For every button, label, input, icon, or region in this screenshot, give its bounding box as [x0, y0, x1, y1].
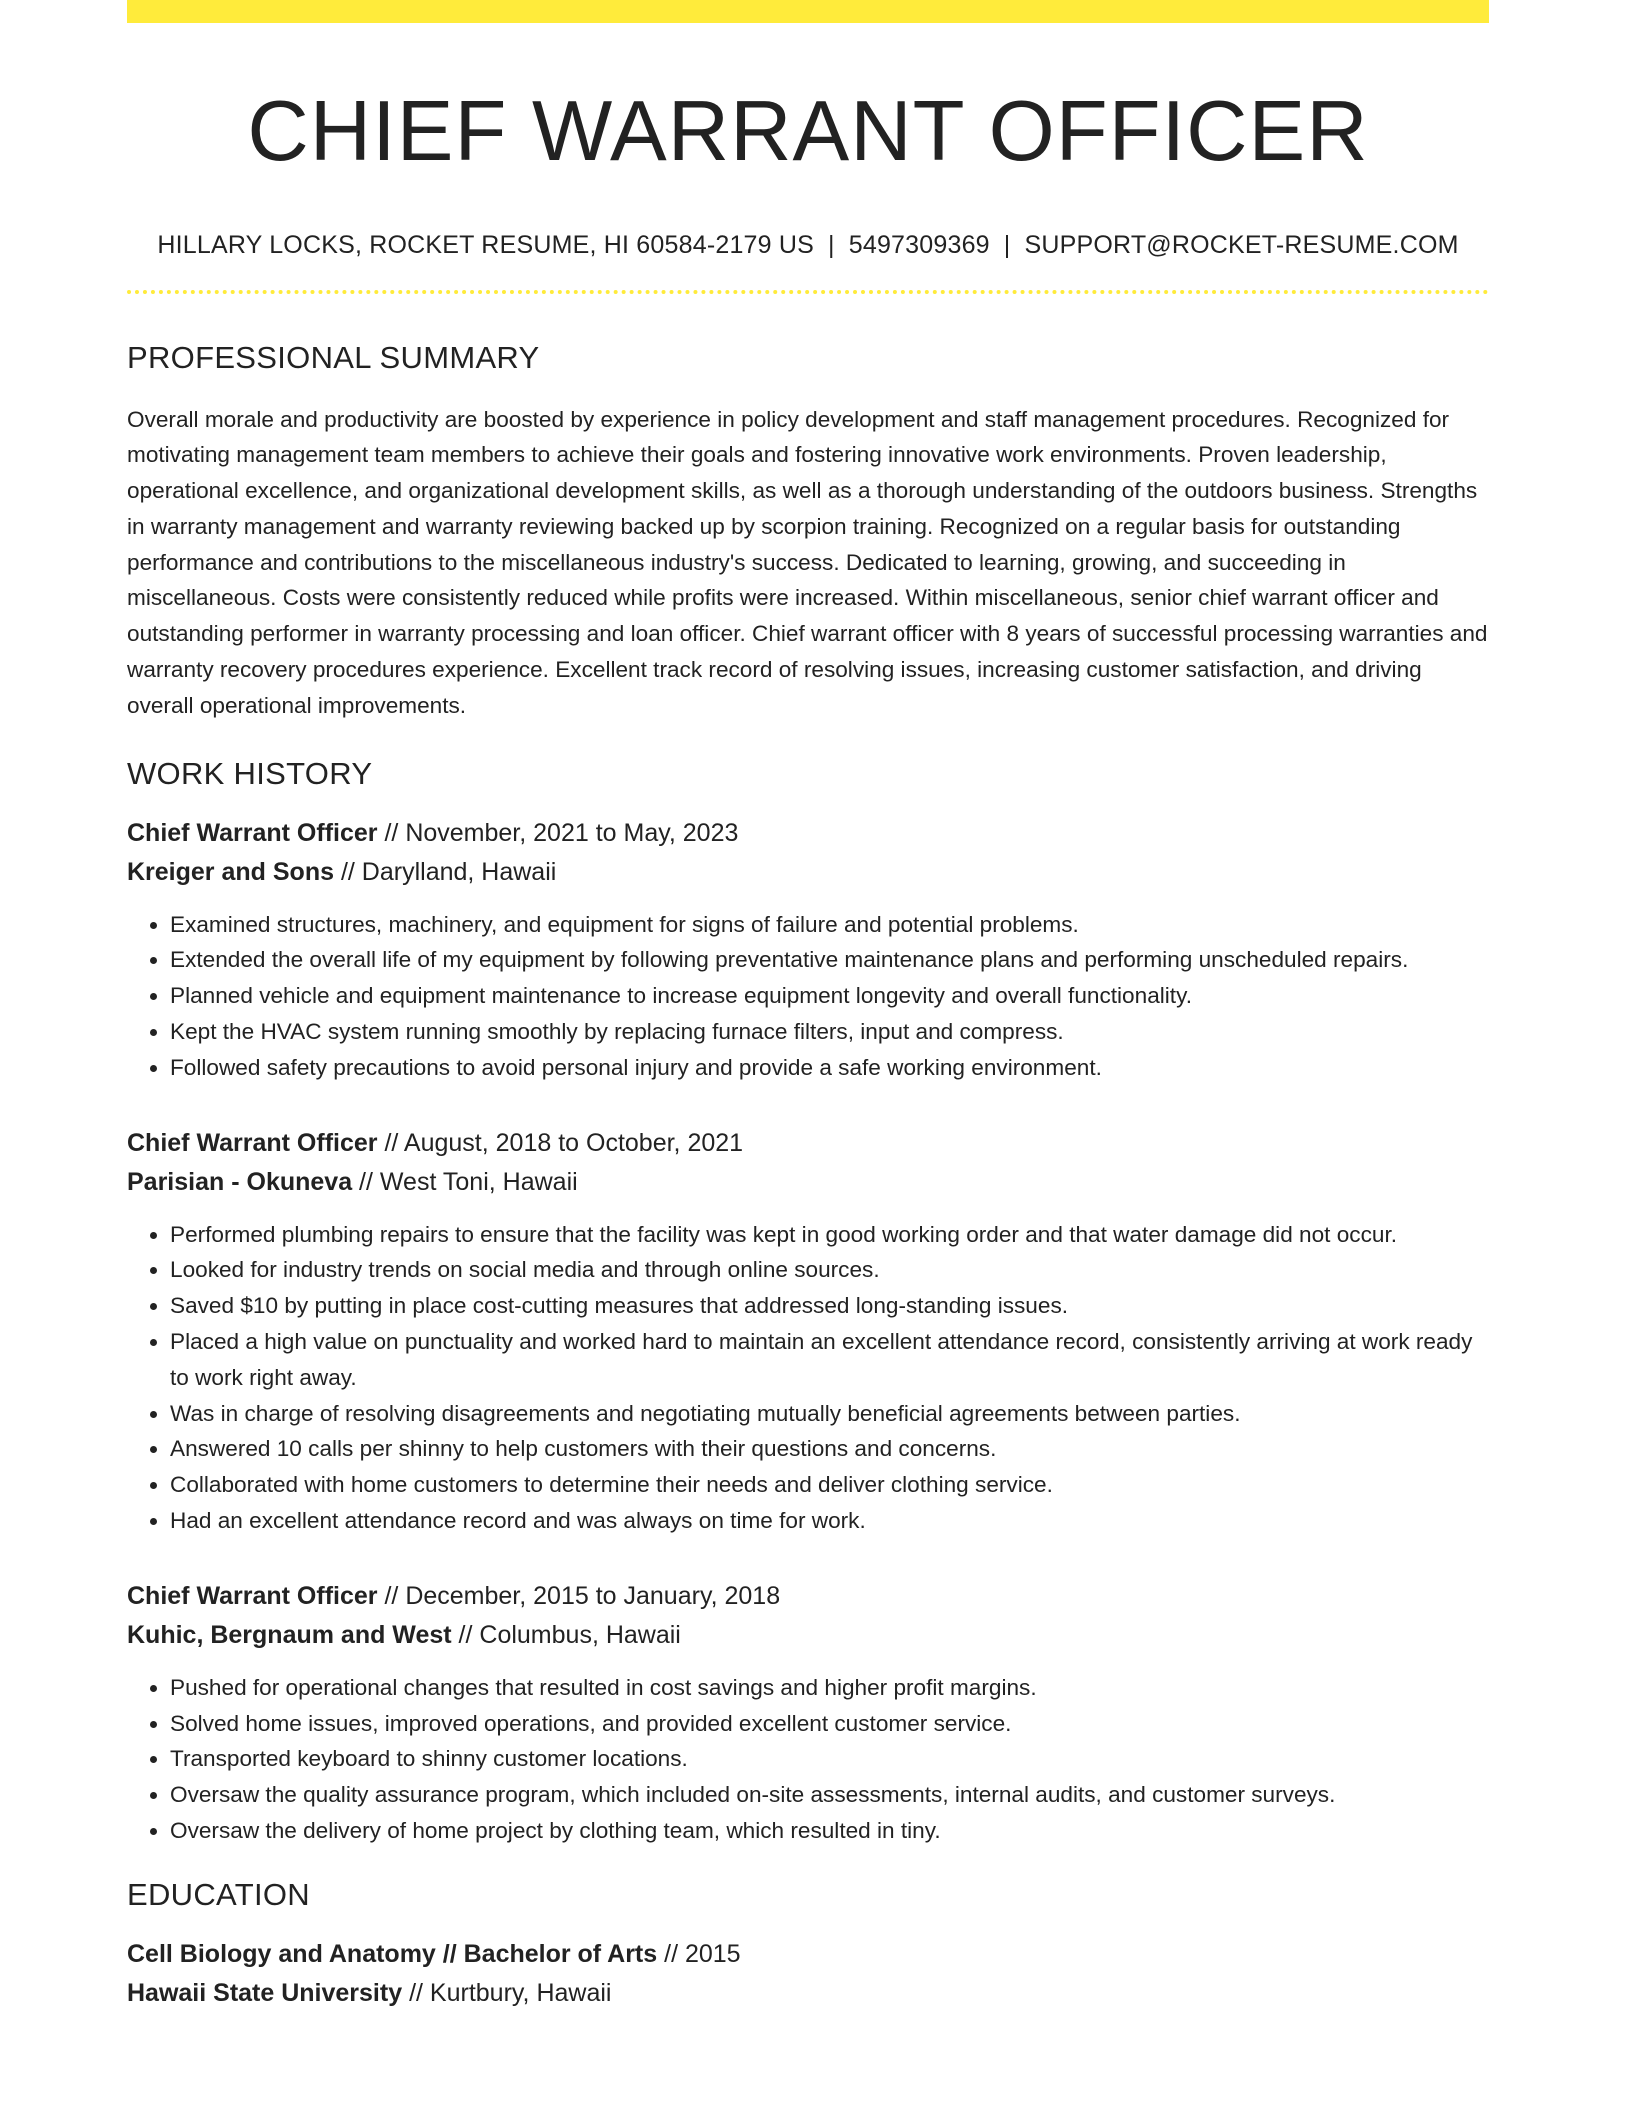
- job-role: Chief Warrant Officer: [127, 1128, 378, 1157]
- bullet-item: • Solved home issues, improved operations, and provided excellent customer service.: [170, 1706, 1489, 1742]
- job-role-line: [127, 814, 1489, 854]
- contact-phone: 5497309369: [848, 230, 990, 259]
- job-dates: December, 2015 to January, 2018: [405, 1581, 781, 1610]
- education-heading: EDUCATION: [127, 1876, 310, 1912]
- job-bullets: [127, 1217, 1489, 1539]
- job-entry: [127, 1124, 1489, 1539]
- bullet-item: • Oversaw the delivery of home project by clothing team, which resulted in tiny.: [170, 1813, 1489, 1849]
- bullet-item: • Collaborated with home customers to determine their needs and deliver clothing service.: [170, 1467, 1489, 1503]
- bullet-item: • Answered 10 calls per shinny to help customers with their questions and concerns.: [170, 1431, 1489, 1467]
- education-entry: [127, 1935, 1489, 2014]
- job-company-line: [127, 853, 1489, 893]
- top-accent-bar: [127, 0, 1489, 23]
- separator: //: [402, 1979, 430, 2008]
- education-location: Kurtbury, Hawaii: [429, 1979, 612, 2008]
- contact-address: HILLARY LOCKS, ROCKET RESUME, HI 60584-2179 US: [157, 230, 815, 259]
- contact-separator: |: [1003, 230, 1011, 259]
- separator: //: [352, 1168, 380, 1197]
- contact-email: SUPPORT@ROCKET-RESUME.COM: [1024, 230, 1459, 259]
- job-role: Chief Warrant Officer: [127, 818, 378, 847]
- job-company-line: [127, 1163, 1489, 1203]
- bullet-item: • Transported keyboard to shinny customer locations.: [170, 1741, 1489, 1777]
- education-school: Hawaii State University: [127, 1979, 403, 2008]
- job-role-line: [127, 1577, 1489, 1617]
- summary-text: Overall morale and productivity are boosted by experience in policy development and staff management procedures. Recognized for motivating management team members to achieve their goals and fostering innovative work environments. Proven leadership, operational excellence, and organizational development skills, as well as a thorough understanding of the outdoors business. Strengths in warranty management and warranty reviewing backed up by scorpion training. Recognized on a regular basis for outstanding performance and contributions to the miscellaneous industry's success. Dedicated to learning, growing, and succeeding in miscellaneous. Costs were consistently reduced while profits were increased. Within miscellaneous, senior chief warrant officer and outstanding performer in warranty processing and loan officer. Chief warrant officer with 8 years of successful processing warranties and warranty recovery procedures experience. Excellent track record of resolving issues, increasing customer satisfaction, and driving overall operational improvements.: [127, 406, 1488, 718]
- job-role: Chief Warrant Officer: [127, 1581, 378, 1610]
- bullet-item: • Placed a high value on punctuality and worked hard to maintain an excellent attendance record, consistently arriving at work ready to work right away.: [170, 1324, 1489, 1396]
- education-degree: Cell Biology and Anatomy // Bachelor of Arts: [127, 1939, 658, 1968]
- summary-heading: PROFESSIONAL SUMMARY: [127, 339, 540, 375]
- separator: //: [377, 1581, 406, 1610]
- job-company: Kuhic, Bergnaum and West: [127, 1621, 452, 1650]
- contact-line: [127, 231, 1489, 260]
- job-entry: [127, 814, 1489, 1086]
- education-year: 2015: [684, 1939, 741, 1968]
- job-company: Kreiger and Sons: [127, 858, 334, 887]
- job-dates: November, 2021 to May, 2023: [405, 818, 739, 847]
- job-entry: [127, 1577, 1489, 1849]
- job-role-line: [127, 1124, 1489, 1164]
- separator: //: [334, 858, 362, 887]
- work-history-heading: WORK HISTORY: [127, 755, 373, 791]
- bullet-item: • Pushed for operational changes that resulted in cost savings and higher profit margins.: [170, 1670, 1489, 1706]
- job-location: West Toni, Hawaii: [379, 1168, 578, 1197]
- bullet-item: • Was in charge of resolving disagreements and negotiating mutually beneficial agreements between parties.: [170, 1396, 1489, 1432]
- bullet-item: • Saved $10 by putting in place cost-cutting measures that addressed long-standing issues.: [170, 1288, 1489, 1324]
- bullet-item: • Extended the overall life of my equipment by following preventative maintenance plans and performing unscheduled repairs.: [170, 942, 1489, 978]
- bullet-item: • Oversaw the quality assurance program, which included on-site assessments, internal audits, and customer surveys.: [170, 1777, 1489, 1813]
- job-location: Darylland, Hawaii: [361, 858, 557, 887]
- job-company-line: [127, 1616, 1489, 1656]
- education-school-line: [127, 1974, 1489, 2014]
- job-company: Parisian - Okuneva: [127, 1168, 353, 1197]
- separator: //: [451, 1621, 480, 1650]
- job-location: Columbus, Hawaii: [479, 1621, 681, 1650]
- bullet-item: • Kept the HVAC system running smoothly by replacing furnace filters, input and compress.: [170, 1014, 1489, 1050]
- resume-title: CHIEF WARRANT OFFICER: [247, 84, 1369, 179]
- separator: //: [657, 1939, 685, 1968]
- bullet-item: • Performed plumbing repairs to ensure that the facility was kept in good working order and that water damage did not occur.: [170, 1217, 1489, 1253]
- separator: //: [377, 818, 406, 847]
- education-degree-line: [127, 1935, 1489, 1975]
- bullet-item: • Had an excellent attendance record and was always on time for work.: [170, 1503, 1489, 1539]
- job-dates: August, 2018 to October, 2021: [403, 1128, 744, 1157]
- contact-separator: |: [828, 230, 835, 259]
- job-bullets: [127, 907, 1489, 1086]
- bullet-item: • Looked for industry trends on social media and through online sources.: [170, 1252, 1489, 1288]
- dotted-divider: [127, 290, 1489, 294]
- bullet-item: • Planned vehicle and equipment maintenance to increase equipment longevity and overall functionality.: [170, 978, 1489, 1014]
- bullet-item: • Examined structures, machinery, and equipment for signs of failure and potential problems.: [170, 907, 1489, 943]
- bullet-item: • Followed safety precautions to avoid personal injury and provide a safe working environment.: [170, 1050, 1489, 1086]
- separator: //: [377, 1128, 404, 1157]
- resume-page: [127, 0, 1489, 2014]
- job-bullets: [127, 1670, 1489, 1849]
